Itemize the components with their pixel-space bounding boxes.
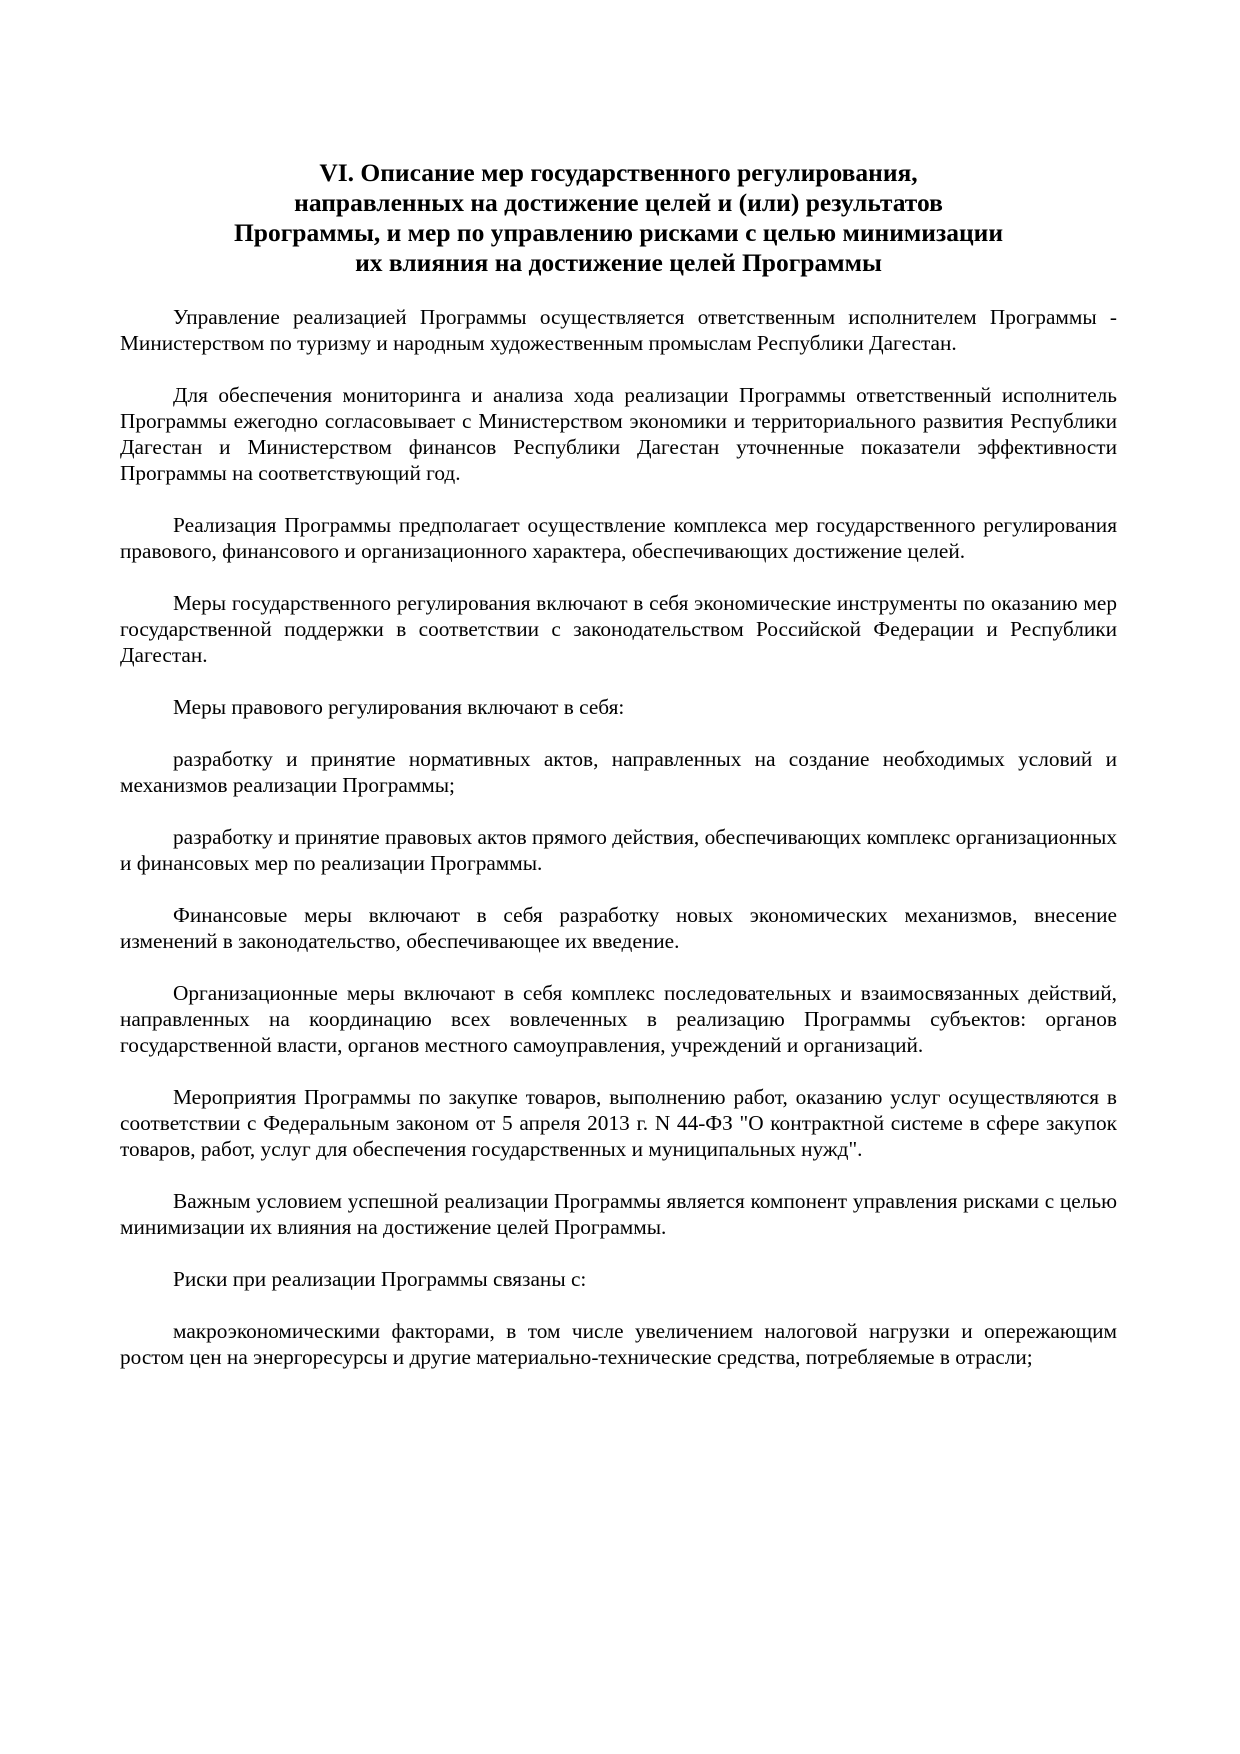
paragraph-state-regulation: Меры государственного регулирования включают в себя экономические инструменты по оказанию мер государственной поддержки в соответствии с законодательством Российской Федерации и Республики Дагестан. xyxy=(120,591,1117,667)
paragraph-organizational-measures: Организационные меры включают в себя комплекс последовательных и взаимосвязанных действий, направленных на координацию всех вовлеченных в реализацию Программы субъектов: органов государственной власти, органов местного самоуправления, учреждений и организаций. xyxy=(120,981,1117,1057)
paragraph-implementation-measures: Реализация Программы предполагает осуществление комплекса мер государственного регулирования правового, финансового и организационного характера, обеспечивающих достижение целей. xyxy=(120,513,1117,563)
section-title xyxy=(120,158,1117,278)
paragraph-legal-regulation-intro: Меры правового регулирования включают в себя: xyxy=(173,695,625,719)
paragraph-procurement: Мероприятия Программы по закупке товаров, выполнению работ, оказанию услуг осуществляются в соответствии с Федеральным законом от 5 апреля 2013 г. N 44-ФЗ "О контрактной системе в сфере закупок товаров, работ, услуг для обеспечения государственных и муниципальных нужд". xyxy=(120,1085,1117,1161)
paragraph-financial-measures: Финансовые меры включают в себя разработку новых экономических механизмов, внесение изменений в законодательство, обеспечивающее их введение. xyxy=(120,903,1117,953)
section-title-line: направленных на достижение целей и (или) результатов xyxy=(294,188,943,217)
paragraph-normative-acts: разработку и принятие нормативных актов, направленных на создание необходимых условий и механизмов реализации Программы; xyxy=(120,747,1117,797)
document-page xyxy=(120,158,1117,1396)
section-title-line: их влияния на достижение целей Программы xyxy=(355,248,882,277)
section-title-line: Программы, и мер по управлению рисками с целью минимизации xyxy=(233,218,1004,247)
paragraph-risk-management: Важным условием успешной реализации Программы является компонент управления рисками с целью минимизации их влияния на достижение целей Программы. xyxy=(120,1189,1117,1239)
paragraph-program-management: Управление реализацией Программы осуществляется ответственным исполнителем Программы - Министерством по туризму и народным художественным промыслам Республики Дагестан. xyxy=(120,305,1117,355)
paragraph-direct-action-acts: разработку и принятие правовых актов прямого действия, обеспечивающих комплекс организационных и финансовых мер по реализации Программы. xyxy=(120,825,1117,875)
section-title-line: VI. Описание мер государственного регулирования, xyxy=(319,158,918,187)
paragraph-risks-intro: Риски при реализации Программы связаны с: xyxy=(173,1267,587,1291)
paragraph-macroeconomic-risks: макроэкономическими факторами, в том числе увеличением налоговой нагрузки и опережающим ростом цен на энергоресурсы и другие материально-технические средства, потребляемые в отрасли; xyxy=(120,1319,1117,1369)
paragraph-monitoring: Для обеспечения мониторинга и анализа хода реализации Программы ответственный исполнитель Программы ежегодно согласовывает с Министерством экономики и территориального развития Республики Дагестан и Министерством финансов Республики Дагестан уточненные показатели эффективности Программы на соответствующий год. xyxy=(120,383,1117,485)
